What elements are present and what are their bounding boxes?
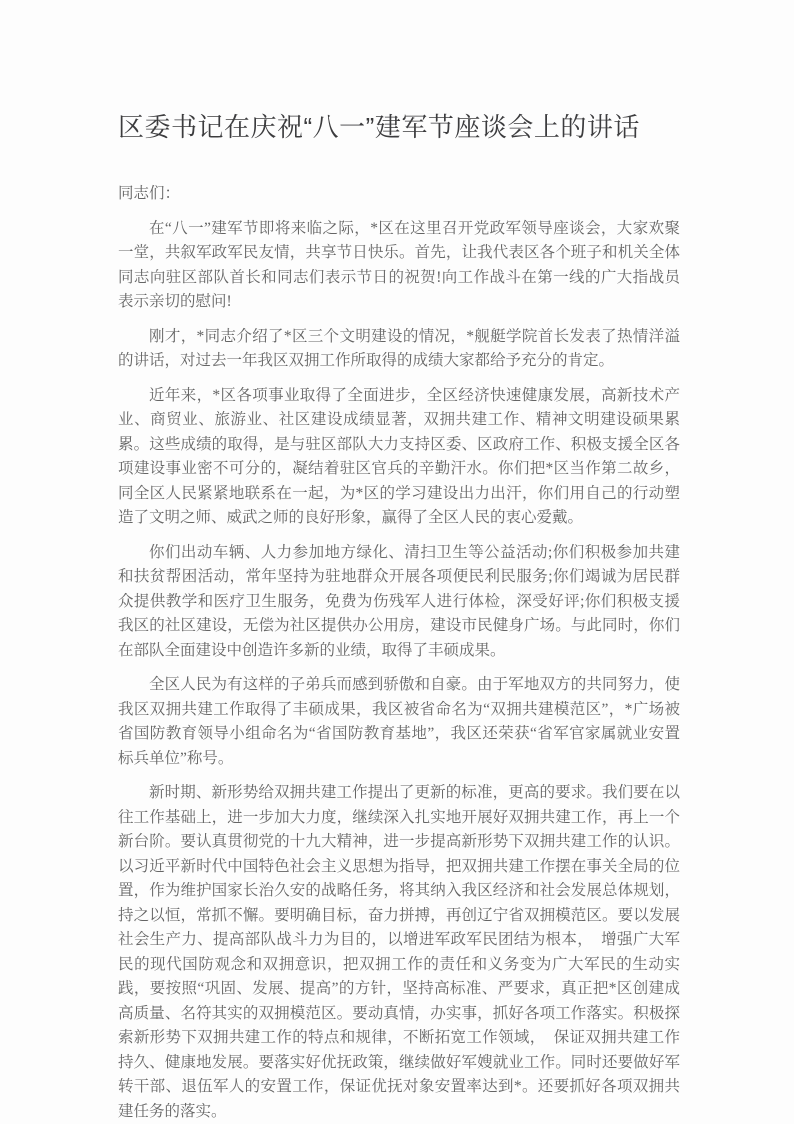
paragraph: 新时期、新形势给双拥共建工作提出了更新的标准，更高的要求。我们要在以往工作基础上，进一步加大力度，继续深入扎实地开展好双拥共建工作，再上一个新台阶。要认真贯彻党的十九大精神，进一步提高新形势下双拥共建工作的认识。以习近平新时代中国特色社会主义思想为指导，把双拥共建工作摆在事关全局的位置，作为维护国家长治久安的战略任务，将其纳入我区经济和社会发展总体规划，持之以恒，常抓不懈。要明确目标，奋力拼搏，再创辽宁省双拥模范区。要以发展社会生产力、提高部队战斗力为目的，以增进军政军民团结为根本， 增强广大军民的现代国防观念和双拥意识，把双拥工作的责任和义务变为广大军民的生动实践，要按照“巩固、发展、提高”的方针，坚持高标准、严要求，真正把*区创建成高质量、名符其实的双拥模范区。要动真情，办实事，抓好各项工作落实。积极探索新形势下双拥共建工作的特点和规律，不断拓宽工作领域， 保证双拥共建工作持久、健康地发展。要落实好优抚政策，继续做好军嫂就业工作。同时还要做好军转干部、退伍军人的安置工作，保证优抚对象安置率达到*。还要抓好各项双拥共建任务的落实。: [118, 781, 680, 1124]
document-title: 区委书记在庆祝“八一”建军节座谈会上的讲话: [118, 110, 680, 144]
paragraph: 在“八一”建军节即将来临之际，*区在这里召开党政军领导座谈会，大家欢聚一堂，共叙军政军民友情，共享节日快乐。首先，让我代表区各个班子和机关全体同志向驻区部队首长和同志们表示节日的祝贺!向工作战斗在第一线的广大指战员表示亲切的慰问!: [118, 217, 680, 315]
paragraph: 刚才，*同志介绍了*区三个文明建设的情况，*舰艇学院首长发表了热情洋溢的讲话，对过去一年我区双拥工作所取得的成绩大家都给予充分的肯定。: [118, 325, 680, 374]
salutation: 同志们：: [118, 182, 680, 207]
paragraph: 全区人民为有这样的子弟兵而感到骄傲和自豪。由于军地双方的共同努力，使我区双拥共建工作取得了丰硕成果，我区被省命名为“双拥共建模范区”，*广场被省国防教育领导小组命名为“省国防教育基地”，我区还荣获“省军官家属就业安置标兵单位”称号。: [118, 673, 680, 771]
document-body: [118, 217, 680, 1124]
paragraph: 你们出动车辆、人力参加地方绿化、清扫卫生等公益活动;你们积极参加共建和扶贫帮困活动，常年坚持为驻地群众开展各项便民利民服务;你们竭诚为居民群众提供教学和医疗卫生服务，免费为伤残军人进行体检，深受好评;你们积极支援我区的社区建设，无偿为社区提供办公用房，建设市民健身广场。与此同时，你们在部队全面建设中创造许多新的业绩，取得了丰硕成果。: [118, 541, 680, 664]
paragraph: 近年来，*区各项事业取得了全面进步，全区经济快速健康发展，高新技术产业、商贸业、旅游业、社区建设成绩显著，双拥共建工作、精神文明建设硕果累累。这些成绩的取得，是与驻区部队大力支持区委、区政府工作、积极支援全区各项建设事业密不可分的，凝结着驻区官兵的辛勤汗水。你们把*区当作第二故乡，同全区人民紧紧地联系在一起，为*区的学习建设出力出汗，你们用自己的行动塑造了文明之师、威武之师的良好形象，赢得了全区人民的衷心爱戴。: [118, 384, 680, 531]
